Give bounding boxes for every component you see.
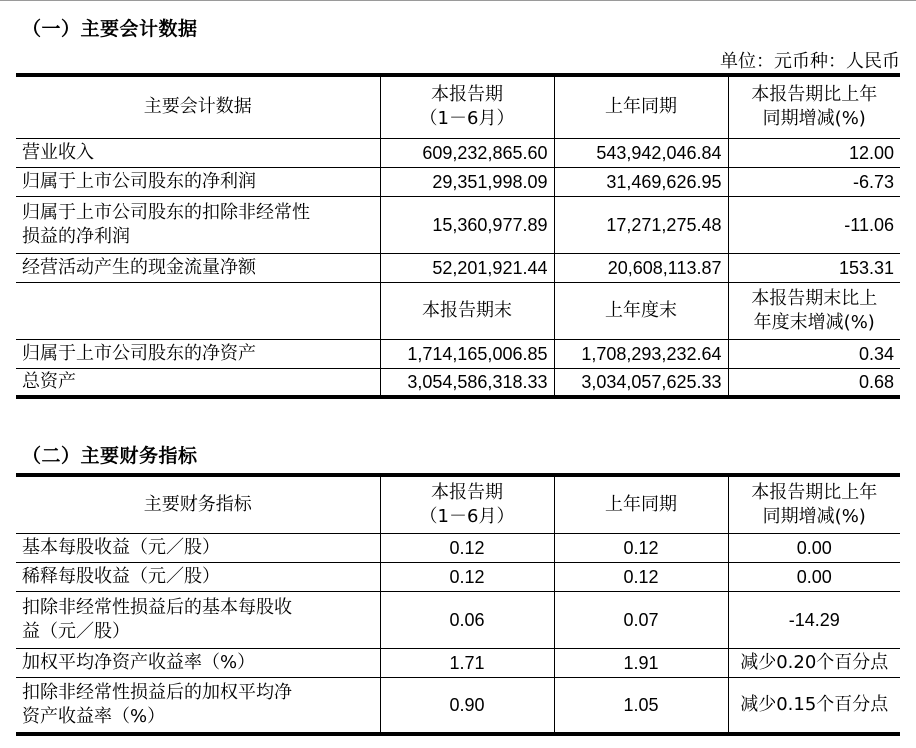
change-value: -6.73 <box>728 167 900 196</box>
table-row <box>16 253 900 282</box>
prior-value: 1.91 <box>554 648 728 677</box>
row-label-line: 损益的净利润 <box>22 225 130 247</box>
section-title-financial-indicators: （二）主要财务指标 <box>22 445 198 467</box>
header-cell-prior-period: 上年同期 <box>554 475 728 533</box>
change-value: 减少0.15个百分点 <box>728 677 900 734</box>
change-value: -11.06 <box>728 196 900 253</box>
header-text: 同期增减(%) <box>762 505 866 527</box>
table-header-row <box>16 475 900 533</box>
change-value: -14.29 <box>728 591 900 648</box>
header-cell-item: 主要财务指标 <box>16 475 380 533</box>
current-value: 0.12 <box>380 533 554 562</box>
prior-value: 0.07 <box>554 591 728 648</box>
table-row <box>16 648 900 677</box>
row-label: 营业收入 <box>16 138 380 167</box>
header-cell-change <box>728 75 900 138</box>
row-label <box>16 196 380 253</box>
table-row <box>16 167 900 196</box>
header-text: 本报告期比上年 <box>751 481 878 503</box>
row-label: 总资产 <box>16 368 380 397</box>
header-text: 同期增减(%) <box>762 108 866 130</box>
row-label: 经营活动产生的现金流量净额 <box>16 253 380 282</box>
change-value: 0.00 <box>728 562 900 591</box>
table-header-row <box>16 75 900 138</box>
table-subheader-row <box>16 282 900 339</box>
current-value: 52,201,921.44 <box>380 253 554 282</box>
change-value: 0.68 <box>728 368 900 397</box>
header-text: （1－6月） <box>419 505 515 527</box>
header-text: 本报告期比上年 <box>751 84 878 106</box>
current-value: 1,714,165,006.85 <box>380 339 554 368</box>
header-cell-item: 主要会计数据 <box>16 75 380 138</box>
prior-value: 3,034,057,625.33 <box>554 368 728 397</box>
row-label-line: 资产收益率（%） <box>22 705 166 727</box>
table-row <box>16 562 900 591</box>
row-label-line: 益（元／股） <box>22 620 130 642</box>
header-cell-prior-period: 上年同期 <box>554 75 728 138</box>
row-label <box>16 677 380 734</box>
row-label: 加权平均净资产收益率（%） <box>16 648 380 677</box>
prior-value: 31,469,626.95 <box>554 167 728 196</box>
current-value: 1.71 <box>380 648 554 677</box>
accounting-data-table <box>16 73 900 399</box>
row-label <box>16 591 380 648</box>
current-value: 0.90 <box>380 677 554 734</box>
header-cell-change <box>728 282 900 339</box>
header-cell-prior-year-end: 上年度末 <box>554 282 728 339</box>
prior-value: 1.05 <box>554 677 728 734</box>
top-rule <box>0 0 916 1</box>
header-cell-empty <box>16 282 380 339</box>
header-text: 本报告期 <box>431 481 503 503</box>
table-row <box>16 196 900 253</box>
prior-value: 20,608,113.87 <box>554 253 728 282</box>
current-value: 15,360,977.89 <box>380 196 554 253</box>
change-value: 153.31 <box>728 253 900 282</box>
change-value: 0.34 <box>728 339 900 368</box>
header-cell-current-period <box>380 475 554 533</box>
header-text: 本报告期末比上 <box>751 287 878 309</box>
current-value: 0.06 <box>380 591 554 648</box>
currency-unit-note: 单位：元币种：人民币 <box>720 51 900 72</box>
table-row <box>16 138 900 167</box>
table-row <box>16 591 900 648</box>
financial-indicators-table <box>16 473 900 736</box>
row-label: 稀释每股收益（元／股） <box>16 562 380 591</box>
current-value: 29,351,998.09 <box>380 167 554 196</box>
table-row <box>16 677 900 734</box>
table-row <box>16 339 900 368</box>
section-title-accounting-data: （一）主要会计数据 <box>22 18 198 40</box>
header-text: 年度末增减(%) <box>753 311 875 333</box>
row-label: 归属于上市公司股东的净资产 <box>16 339 380 368</box>
change-value: 12.00 <box>728 138 900 167</box>
prior-value: 0.12 <box>554 533 728 562</box>
current-value: 609,232,865.60 <box>380 138 554 167</box>
table-row <box>16 533 900 562</box>
change-value: 减少0.20个百分点 <box>728 648 900 677</box>
prior-value: 17,271,275.48 <box>554 196 728 253</box>
row-label: 归属于上市公司股东的净利润 <box>16 167 380 196</box>
header-cell-current-period <box>380 75 554 138</box>
row-label-line: 扣除非经常性损益后的加权平均净 <box>22 681 292 703</box>
row-label: 基本每股收益（元／股） <box>16 533 380 562</box>
row-label-line: 扣除非经常性损益后的基本每股收 <box>22 596 292 618</box>
header-text: （1－6月） <box>419 108 515 130</box>
prior-value: 0.12 <box>554 562 728 591</box>
header-text: 本报告期 <box>431 84 503 106</box>
header-cell-change <box>728 475 900 533</box>
table-row <box>16 368 900 397</box>
change-value: 0.00 <box>728 533 900 562</box>
header-cell-period-end: 本报告期末 <box>380 282 554 339</box>
row-label-line: 归属于上市公司股东的扣除非经常性 <box>22 201 310 223</box>
current-value: 0.12 <box>380 562 554 591</box>
prior-value: 1,708,293,232.64 <box>554 339 728 368</box>
prior-value: 543,942,046.84 <box>554 138 728 167</box>
current-value: 3,054,586,318.33 <box>380 368 554 397</box>
